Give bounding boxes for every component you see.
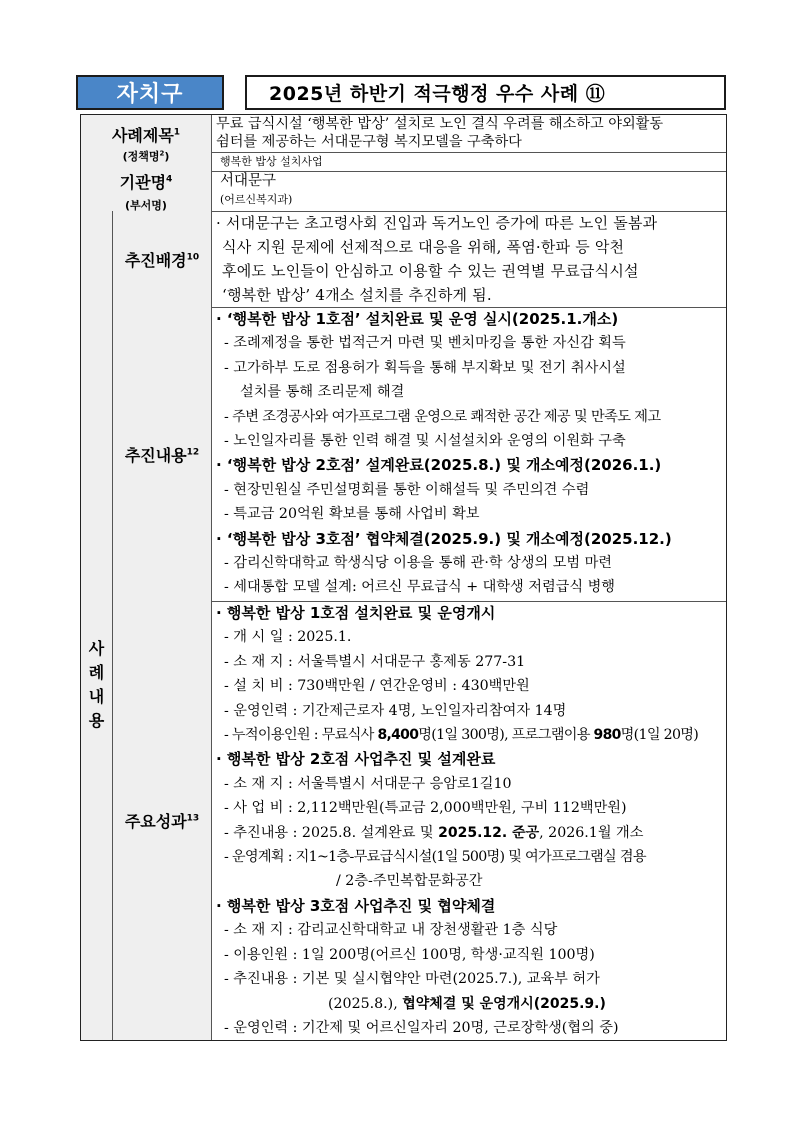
details-item: - 조례제정을 통한 법적근거 마련 및 벤치마킹을 통한 자신감 획득 (224, 335, 626, 352)
background-label-cell (113, 211, 212, 307)
usage-programs-count: 980 (593, 727, 621, 744)
policy-name-label-close: ) (164, 149, 170, 163)
results-content (212, 601, 726, 1040)
usage-prefix: - 누적이용인원 : 무료식사 (224, 727, 378, 744)
background-label-text: 추진배경 (124, 250, 187, 270)
org-content (212, 171, 726, 211)
org-label (120, 170, 173, 193)
footnote-ref: 2 (159, 148, 165, 157)
footnote-ref: 12 (186, 447, 200, 458)
footnote-ref: 1 (173, 127, 181, 138)
background-label (125, 248, 199, 271)
details-heading-store2: · ‘행복한 밥상 2호점’ 설계완료(2025.8.) 및 개소예정(2026.1.) (216, 456, 662, 475)
case-title-line: 무료 급식시설 ‘행복한 밥상’ 설치로 노인 결식 우려를 해소하고 야외활동 (216, 116, 664, 132)
progress-highlight: 2025.12. 준공 (438, 824, 540, 841)
progress-cont-prefix: (2025.8.), (328, 995, 403, 1012)
background-line: ‘행복한 밥상’ 4개소 설치를 추진하게 됨. (222, 286, 492, 304)
results-item-open-date: - 개 시 일 : 2025.1. (224, 629, 352, 646)
details-item: - 현장민원실 주민설명회를 통한 이해설득 및 주민의견 수렴 (224, 481, 590, 498)
progress-cont-highlight: 협약체결 및 운영개시(2025.9.) (402, 995, 606, 1012)
org-label-cell (81, 171, 212, 211)
org-name: 서대문구 (220, 173, 277, 189)
results-item-progress (216, 821, 726, 845)
vertical-char: 내 (88, 686, 105, 706)
details-heading-store1: · ‘행복한 밥상 1호점’ 설치완료 및 운영 실시(2025.1.개소) (216, 310, 619, 328)
results-item-progress: - 추진내용 : 기본 및 실시협약안 마련(2025.7.), 교육부 허가 (224, 971, 600, 988)
usage-suffix: 명(1일 20명) (620, 727, 699, 744)
background-content (212, 211, 726, 307)
results-item-usage (216, 723, 726, 747)
results-item-cost: - 설 치 비 : 730백만원 / 연간운영비 : 430백만원 (224, 678, 530, 695)
details-item: - 감리신학대학교 학생식당 이용을 통해 관·학 상생의 모범 마련 (224, 555, 613, 572)
results-label-text: 주요성과 (124, 812, 187, 831)
usage-meals-count: 8,400 (377, 727, 419, 744)
results-heading-store1: · 행복한 밥상 1호점 설치완료 및 운영개시 (216, 604, 496, 622)
results-heading-store3: · 행복한 밥상 3호점 사업추진 및 협약체결 (216, 896, 496, 915)
policy-name-label (123, 148, 170, 164)
results-item-location: - 소 재 지 : 서울특별시 서대문구 홍제동 277-31 (224, 653, 526, 670)
background-line: 후에도 노인들이 안심하고 이용할 수 있는 권역별 무료급식시설 (222, 262, 639, 280)
details-item: - 고가하부 도로 점용허가 획득을 통해 부지확보 및 전기 취사시설 (224, 359, 626, 376)
footnote-ref: 10 (186, 252, 200, 263)
case-title-label-cell (81, 115, 212, 171)
details-label-cell (113, 307, 212, 601)
case-title-content (212, 115, 726, 153)
org-label-text: 기관명 (119, 172, 167, 192)
usage-mid: 명(1일 300명), 프로그램이용 (418, 727, 594, 744)
vertical-char: 례 (88, 662, 105, 682)
progress-prefix: - 추진내용 : 2025.8. 설계완료 및 (224, 824, 439, 841)
case-content-vertical-label (89, 637, 104, 733)
results-item-cost: - 사 업 비 : 2,112백만원(특교금 2,000백만원, 구비 112백만원) (224, 800, 627, 817)
background-line: · 서대문구는 초고령사회 진입과 독거노인 증가에 따른 노인 돌봄과 (216, 214, 658, 232)
details-item: - 세대통합 모델 설계: 어르신 무료급식 + 대학생 저렴급식 병행 (224, 579, 615, 596)
footnote-ref: 13 (186, 813, 200, 824)
results-heading-store2: · 행복한 밥상 2호점 사업추진 및 설계완료 (216, 750, 496, 769)
results-label-cell (113, 601, 212, 1040)
details-label-text: 추진내용 (124, 445, 187, 465)
case-title-line: 쉼터를 제공하는 서대문구형 복지모델을 구축하다 (216, 134, 522, 150)
results-item-users: - 이용인원 : 1일 200명(어르신 100명, 학생·교직원 100명) (224, 946, 595, 963)
dept-name: (어르신복지과) (220, 193, 293, 206)
details-item: 설치를 통해 조리문제 해결 (240, 384, 405, 401)
details-item: - 특교금 20억원 확보를 통해 사업비 확보 (224, 506, 480, 523)
case-title-label (112, 123, 180, 146)
details-item: - 노인일자리를 통한 인력 해결 및 시설설치와 운영의 이원화 구축 (224, 433, 626, 450)
footnote-ref: 4 (166, 174, 173, 185)
page-title: 2025년 하반기 적극행정 우수 사례 ⑪ (245, 75, 726, 110)
details-content (212, 307, 726, 601)
results-item-progress-cont (216, 992, 726, 1016)
dept-label: (부서명) (125, 198, 167, 212)
results-label (125, 809, 199, 832)
details-label (125, 443, 199, 466)
details-heading-store3: · ‘행복한 밥상 3호점’ 협약체결(2025.9.) 및 개소예정(2025.12.) (216, 529, 672, 548)
vertical-char: 용 (88, 710, 105, 730)
results-item-staff: - 운영인력 : 기간제근로자 4명, 노인일자리참여자 14명 (224, 702, 567, 719)
progress-suffix: , 2026.1월 개소 (539, 824, 644, 841)
policy-name-value (212, 153, 726, 171)
results-item-plan: - 운영계획 : 지1~1층-무료급식시설(1일 500명) 및 여가프로그램실 겸용 (224, 849, 646, 866)
results-item-location: - 소 재 지 : 서울특별시 서대문구 응암로1길10 (224, 775, 512, 792)
category-tag: 자치구 (76, 75, 224, 110)
results-item-staff: - 운영인력 : 기간제 및 어르신일자리 20명, 근로장학생(협의 중) (224, 1019, 619, 1036)
details-item: - 주변 조경공사와 여가프로그램 운영으로 쾌적한 공간 제공 및 만족도 제고 (224, 408, 661, 425)
policy-name-label-text: (정책명 (122, 149, 160, 163)
case-table (80, 114, 727, 1041)
background-line: 식사 지원 문제에 선제적으로 대응을 위해, 폭염·한파 등 악천 (222, 238, 625, 256)
results-item-location: - 소 재 지 : 감리교신학대학교 내 장천생활관 1층 식당 (224, 922, 558, 939)
case-content-label-cell (81, 211, 113, 1040)
policy-name-text: 행복한 밥상 설치사업 (220, 155, 323, 168)
vertical-char: 사 (88, 638, 105, 658)
case-title-label-text: 사례제목 (111, 125, 174, 145)
results-item-plan-cont: / 2층-주민복합문화공간 (336, 873, 483, 890)
